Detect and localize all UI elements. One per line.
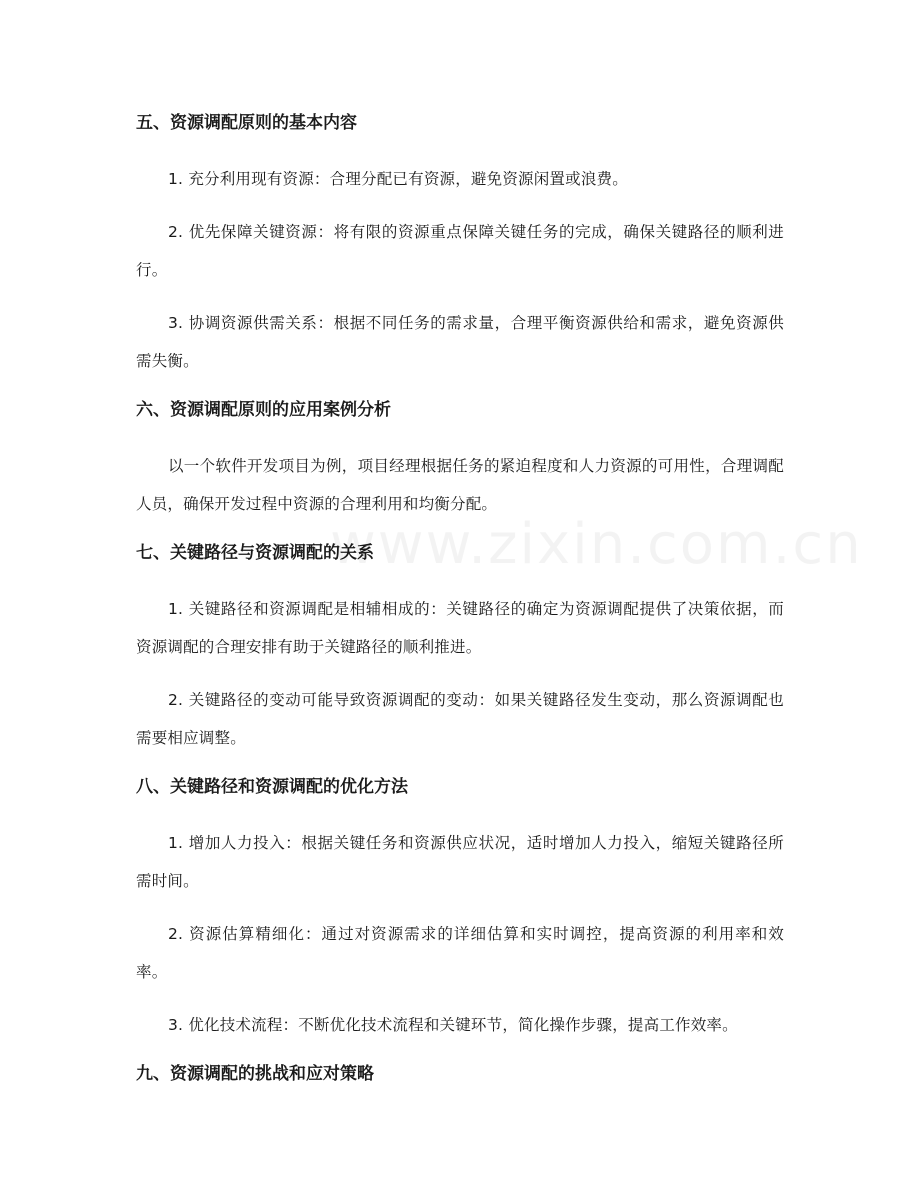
document-body bbox=[136, 108, 784, 1089]
section-heading: 七、关键路径与资源调配的关系 bbox=[136, 543, 374, 563]
section-heading: 九、资源调配的挑战和应对策略 bbox=[136, 1064, 374, 1084]
paragraph: 1. 关键路径和资源调配是相辅相成的：关键路径的确定为资源调配提供了决策依据，而资源调配的合理安排有助于关键路径的顺利推进。 bbox=[136, 600, 784, 656]
paragraph: 2. 优先保障关键资源：将有限的资源重点保障关键任务的完成，确保关键路径的顺利进行。 bbox=[136, 223, 784, 279]
paragraph: 3. 协调资源供需关系：根据不同任务的需求量，合理平衡资源供给和需求，避免资源供需失衡。 bbox=[136, 314, 784, 370]
section-8 bbox=[136, 772, 784, 1059]
section-heading: 八、关键路径和资源调配的优化方法 bbox=[136, 777, 408, 797]
paragraph: 1. 增加人力投入：根据关键任务和资源供应状况，适时增加人力投入，缩短关键路径所需时间。 bbox=[136, 834, 784, 890]
section-9 bbox=[136, 1059, 784, 1089]
section-heading: 六、资源调配原则的应用案例分析 bbox=[136, 400, 391, 420]
section-5 bbox=[136, 108, 784, 395]
section-7 bbox=[136, 538, 784, 772]
section-heading: 五、资源调配原则的基本内容 bbox=[136, 113, 357, 133]
paragraph: 以一个软件开发项目为例，项目经理根据任务的紧迫程度和人力资源的可用性，合理调配人员，确保开发过程中资源的合理利用和均衡分配。 bbox=[136, 457, 784, 513]
paragraph: 3. 优化技术流程：不断优化技术流程和关键环节，简化操作步骤，提高工作效率。 bbox=[168, 1016, 738, 1034]
section-6 bbox=[136, 395, 784, 538]
paragraph: 1. 充分利用现有资源：合理分配已有资源，避免资源闲置或浪费。 bbox=[168, 170, 628, 188]
paragraph: 2. 资源估算精细化：通过对资源需求的详细估算和实时调控，提高资源的利用率和效率。 bbox=[136, 925, 784, 981]
paragraph: 2. 关键路径的变动可能导致资源调配的变动：如果关键路径发生变动，那么资源调配也需要相应调整。 bbox=[136, 691, 784, 747]
